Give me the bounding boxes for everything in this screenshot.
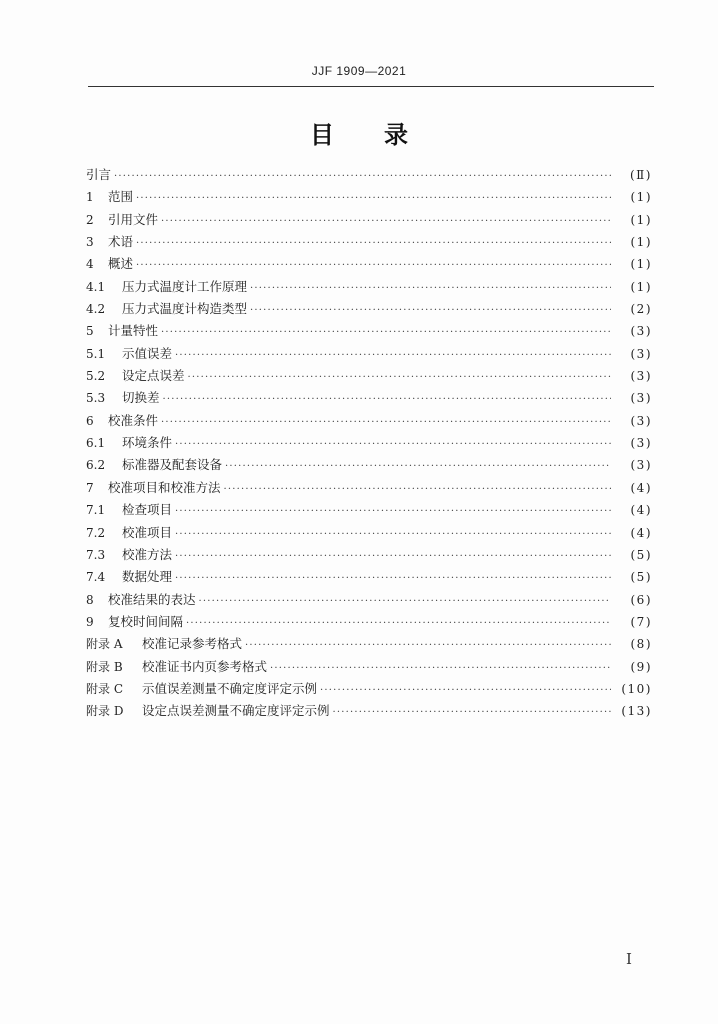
toc-entry-number: 3	[86, 235, 94, 250]
toc-entry-label: 设定点误差	[122, 368, 185, 384]
toc-entry-page: (4)	[630, 525, 652, 540]
toc-entry-label: 环境条件	[122, 435, 173, 451]
toc-entry[interactable]	[86, 231, 652, 253]
header-rule	[88, 86, 654, 87]
toc-leader-dots	[163, 389, 611, 411]
toc-entry-number: 6	[86, 413, 94, 428]
page-title	[0, 115, 718, 150]
toc-entry-label: 术语	[108, 234, 134, 250]
toc-entry-number: 附录 C	[86, 681, 123, 696]
toc-entry-label: 示值误差	[122, 345, 173, 361]
toc-entry[interactable]	[86, 432, 652, 454]
toc-entry-number: 5	[86, 324, 94, 339]
toc-entry[interactable]	[86, 186, 652, 208]
toc-entry[interactable]	[86, 343, 652, 365]
title-char-2: 录	[384, 121, 408, 149]
title-char-1: 目	[310, 121, 334, 149]
toc-entry-page: (5)	[630, 570, 652, 585]
toc-entry[interactable]	[86, 164, 652, 186]
toc-entry-number: 5.3	[86, 391, 106, 406]
toc-leader-dots	[114, 166, 611, 188]
toc-entry-label: 切换差	[122, 390, 160, 406]
toc-entry-label: 引用文件	[108, 211, 159, 227]
toc-entry[interactable]	[86, 589, 652, 611]
toc-entry-page: (13)	[621, 704, 652, 719]
toc-entry[interactable]	[86, 276, 652, 298]
table-of-contents	[86, 164, 652, 723]
toc-entry-page: (3)	[630, 324, 652, 339]
toc-entry-number: 7.2	[86, 525, 106, 540]
toc-entry-label: 压力式温度计工作原理	[122, 278, 248, 294]
toc-entry[interactable]	[86, 544, 652, 566]
toc-entry-label: 范围	[108, 189, 134, 205]
toc-entry[interactable]	[86, 611, 652, 633]
toc-entry-label: 引言	[86, 167, 112, 182]
toc-entry[interactable]	[86, 522, 652, 544]
toc-leader-dots	[175, 568, 611, 590]
toc-entry[interactable]	[86, 298, 652, 320]
toc-entry-number: 7	[86, 480, 94, 495]
toc-entry[interactable]	[86, 477, 652, 499]
toc-leader-dots	[136, 255, 611, 277]
toc-leader-dots	[320, 680, 611, 702]
toc-leader-dots	[199, 591, 611, 613]
toc-leader-dots	[175, 345, 611, 367]
toc-entry-page: (1)	[630, 190, 652, 205]
toc-entry-number: 附录 A	[86, 637, 123, 652]
toc-entry-number: 8	[86, 592, 94, 607]
toc-leader-dots	[175, 501, 611, 523]
toc-leader-dots	[333, 702, 611, 724]
toc-entry-page: (1)	[630, 235, 652, 250]
toc-entry[interactable]	[86, 566, 652, 588]
toc-entry-page: (3)	[630, 413, 652, 428]
toc-entry-label: 校准结果的表达	[108, 591, 196, 607]
toc-entry-label: 复校时间间隔	[108, 613, 184, 629]
toc-leader-dots	[175, 546, 611, 568]
toc-entry[interactable]	[86, 320, 652, 342]
toc-leader-dots	[175, 524, 611, 546]
toc-entry-label: 设定点误差测量不确定度评定示例	[142, 703, 330, 719]
toc-entry-number: 6.2	[86, 458, 106, 473]
toc-entry-label: 校准证书内页参考格式	[142, 658, 268, 674]
toc-entry-page: (4)	[630, 503, 652, 518]
toc-leader-dots	[161, 412, 611, 434]
toc-entry-page: (3)	[630, 391, 652, 406]
toc-entry[interactable]	[86, 656, 652, 678]
toc-entry-page: (3)	[630, 369, 652, 384]
toc-entry-number: 7.4	[86, 570, 106, 585]
toc-entry-label: 校准条件	[108, 412, 159, 428]
toc-entry[interactable]	[86, 410, 652, 432]
toc-entry-label: 检查项目	[122, 502, 173, 518]
toc-entry-page: (7)	[630, 614, 652, 629]
toc-entry-number: 5.2	[86, 369, 106, 384]
toc-leader-dots	[161, 211, 611, 233]
toc-leader-dots	[175, 434, 611, 456]
toc-entry-label: 压力式温度计构造类型	[122, 301, 248, 317]
toc-entry[interactable]	[86, 387, 652, 409]
toc-leader-dots	[270, 658, 611, 680]
toc-entry-page: (8)	[630, 637, 652, 652]
toc-entry-label: 计量特性	[108, 323, 159, 339]
toc-entry-label: 校准项目和校准方法	[108, 479, 221, 495]
toc-entry-number: 9	[86, 614, 94, 629]
toc-entry[interactable]	[86, 454, 652, 476]
toc-leader-dots	[250, 278, 611, 300]
toc-entry-page: (6)	[630, 592, 652, 607]
toc-entry-number: 7.3	[86, 547, 106, 562]
toc-entry-page: (2)	[630, 302, 652, 317]
toc-leader-dots	[224, 479, 611, 501]
toc-leader-dots	[136, 188, 611, 210]
toc-entry-page: (3)	[630, 458, 652, 473]
toc-entry-number: 附录 D	[86, 704, 124, 719]
standard-code-header: JJF 1909—2021	[311, 64, 407, 78]
toc-entry-page: (1)	[630, 257, 652, 272]
toc-entry-number: 2	[86, 212, 94, 227]
toc-entry-number: 4.1	[86, 279, 106, 294]
toc-entry-number: 4.2	[86, 302, 106, 317]
toc-entry-number: 4	[86, 257, 94, 272]
toc-entry-number: 5.1	[86, 346, 106, 361]
toc-entry[interactable]	[86, 253, 652, 275]
toc-entry-page: (10)	[621, 681, 652, 696]
toc-entry-page: (Ⅱ)	[629, 168, 652, 182]
toc-entry[interactable]	[86, 633, 652, 655]
toc-entry-page: (3)	[630, 436, 652, 451]
toc-leader-dots	[245, 635, 611, 657]
toc-entry[interactable]	[86, 700, 652, 722]
toc-entry-page: (1)	[630, 279, 652, 294]
toc-entry-number: 1	[86, 190, 94, 205]
toc-entry-label: 概述	[108, 256, 134, 272]
toc-leader-dots	[161, 322, 611, 344]
page-number: Ⅰ	[626, 950, 632, 968]
toc-entry-page: (5)	[630, 547, 652, 562]
toc-leader-dots	[250, 300, 611, 322]
toc-entry-number: 7.1	[86, 503, 106, 518]
toc-entry-page: (3)	[630, 346, 652, 361]
toc-entry[interactable]	[86, 209, 652, 231]
toc-entry[interactable]	[86, 499, 652, 521]
toc-leader-dots	[225, 456, 611, 478]
toc-entry-page: (4)	[630, 480, 652, 495]
toc-entry-page: (9)	[630, 659, 652, 674]
toc-entry-label: 示值误差测量不确定度评定示例	[142, 680, 318, 696]
toc-leader-dots	[188, 367, 611, 389]
toc-leader-dots	[186, 613, 611, 635]
toc-entry-label: 数据处理	[122, 569, 173, 585]
toc-entry[interactable]	[86, 678, 652, 700]
toc-entry-label: 校准方法	[122, 546, 173, 562]
toc-entry-number: 附录 B	[86, 659, 123, 674]
toc-entry-label: 校准项目	[122, 524, 173, 540]
toc-leader-dots	[136, 233, 611, 255]
toc-entry-label: 标准器及配套设备	[122, 457, 223, 473]
toc-entry[interactable]	[86, 365, 652, 387]
toc-entry-page: (1)	[630, 212, 652, 227]
toc-entry-number: 6.1	[86, 436, 106, 451]
toc-entry-label: 校准记录参考格式	[142, 636, 243, 652]
